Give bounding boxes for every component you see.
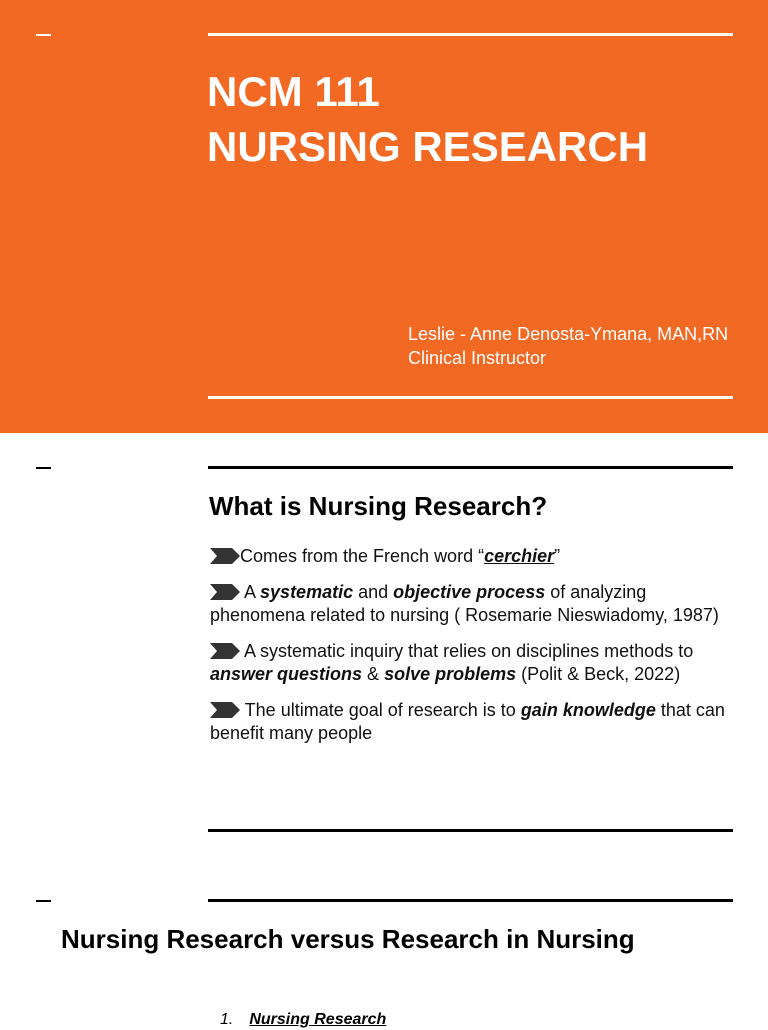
top-rule	[208, 899, 733, 902]
bullet-emphasis: answer questions	[210, 664, 363, 684]
bullet-text: that can benefit many people	[210, 699, 725, 743]
slide-dash-marker	[36, 900, 51, 902]
author-block	[408, 322, 728, 370]
bullet-text: A systematic inquiry that relies on disciplines methods to	[240, 640, 694, 661]
bullet-emphasis: gain knowledge	[520, 699, 656, 720]
section-heading: What is Nursing Research?	[209, 491, 548, 521]
bullet-text: of analyzing phenomena related to nursing ( Rosemarie Nieswiadomy, 1987)	[210, 581, 719, 625]
chevron-arrow-icon	[210, 643, 240, 659]
bullet-item	[210, 581, 735, 628]
bullet-item	[210, 699, 735, 746]
bottom-rule	[208, 829, 733, 832]
chevron-arrow-icon	[210, 548, 240, 564]
top-rule	[208, 33, 733, 36]
slide-title	[207, 64, 648, 174]
numbered-list	[220, 1010, 386, 1030]
slide-dash-marker	[36, 34, 51, 36]
author-role: Clinical Instructor	[408, 348, 547, 368]
bottom-rule	[208, 396, 733, 399]
bullet-item	[210, 545, 735, 569]
chevron-arrow-icon	[210, 702, 240, 718]
list-number: 1.	[220, 1011, 234, 1028]
title-slide	[0, 0, 768, 433]
bullet-emphasis: systematic	[260, 581, 354, 602]
bullet-item	[210, 640, 735, 687]
bullet-text: The ultimate goal of research is to	[240, 699, 521, 720]
bullet-emphasis: cerchier	[484, 546, 555, 566]
bullet-text: and	[353, 581, 394, 602]
bullet-text: A	[240, 581, 261, 602]
top-rule	[208, 466, 733, 469]
section-heading: Nursing Research versus Research in Nursing	[61, 924, 635, 954]
list-item-label: Nursing Research	[249, 1011, 387, 1028]
slide-dash-marker	[36, 467, 51, 469]
bullet-text: (Polit & Beck, 2022)	[516, 664, 681, 684]
bullet-text: ”	[554, 546, 561, 566]
author-name: Leslie - Anne Denosta-Ymana, MAN,RN	[408, 324, 729, 344]
title-line-1: NCM 111	[207, 68, 380, 115]
bullet-text: Comes from the French word “	[240, 546, 485, 566]
bullet-text: &	[362, 664, 385, 684]
bullet-list	[210, 545, 735, 758]
bullet-emphasis: solve problems	[384, 664, 517, 684]
bullet-emphasis: objective process	[393, 581, 546, 602]
title-line-2: NURSING RESEARCH	[207, 123, 649, 170]
chevron-arrow-icon	[210, 584, 240, 600]
